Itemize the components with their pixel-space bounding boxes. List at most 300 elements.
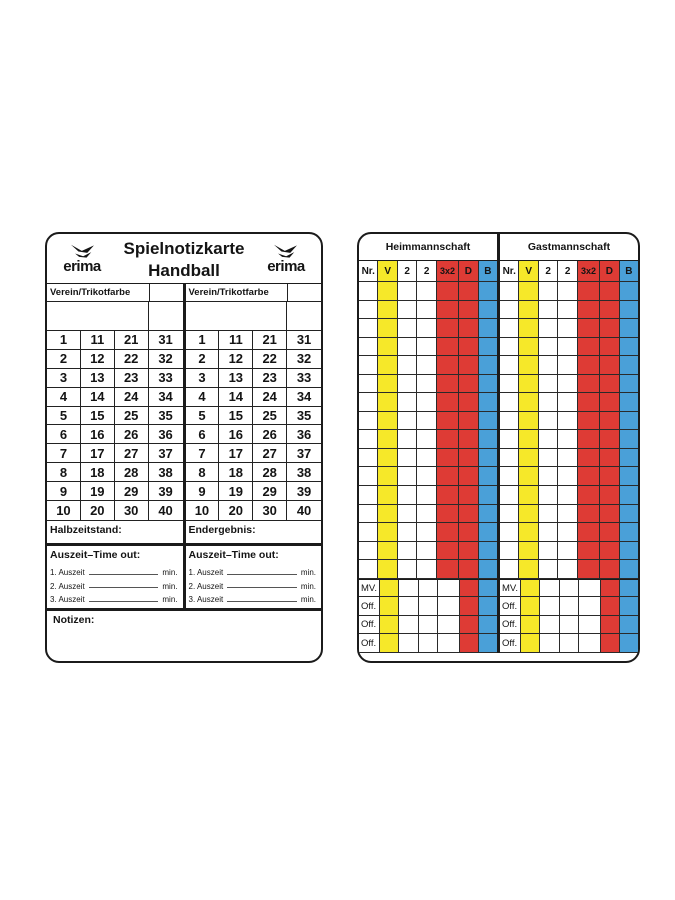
player-row-cell bbox=[539, 393, 558, 412]
player-number-cell: 29 bbox=[253, 482, 287, 501]
player-row-cell bbox=[378, 375, 397, 394]
player-row-cell bbox=[359, 523, 378, 542]
gastmannschaft-label: Gastmannschaft bbox=[497, 234, 638, 260]
player-row bbox=[500, 542, 638, 561]
player-number-cell: 30 bbox=[253, 501, 287, 520]
column-header-row-cell: B bbox=[479, 261, 497, 282]
player-row-cell bbox=[500, 412, 519, 431]
official-row-cell bbox=[460, 616, 479, 635]
player-number-cell: 31 bbox=[149, 331, 183, 350]
player-number-cell: 11 bbox=[81, 331, 115, 350]
player-number-cell: 18 bbox=[81, 463, 115, 482]
player-row-cell bbox=[558, 319, 577, 338]
player-row-cell bbox=[378, 356, 397, 375]
player-row-cell bbox=[519, 282, 538, 301]
auszeit-block bbox=[186, 546, 322, 608]
player-row-cell bbox=[578, 282, 600, 301]
player-row-cell bbox=[437, 467, 459, 486]
official-row-cell bbox=[540, 597, 559, 616]
auszeit-line-label: 2. Auszeit bbox=[50, 581, 85, 591]
player-row-cell bbox=[558, 375, 577, 394]
player-number-grid bbox=[47, 331, 183, 520]
player-row-cell bbox=[500, 560, 519, 579]
player-row-cell bbox=[620, 486, 638, 505]
player-row-cell bbox=[620, 338, 638, 357]
player-row-cell bbox=[378, 449, 397, 468]
player-row-cell bbox=[437, 319, 459, 338]
player-row-cell bbox=[600, 523, 619, 542]
player-row-cell bbox=[459, 560, 478, 579]
player-number-cell: 27 bbox=[253, 444, 287, 463]
player-row-cell bbox=[459, 505, 478, 524]
official-row-cell bbox=[560, 597, 579, 616]
player-number-cell: 25 bbox=[253, 407, 287, 426]
column-header-row-cell: B bbox=[620, 261, 638, 282]
player-row-cell bbox=[417, 505, 436, 524]
official-row-cell: Off. bbox=[359, 634, 380, 653]
player-row-cell bbox=[417, 338, 436, 357]
player-row-cell bbox=[578, 542, 600, 561]
player-row-cell bbox=[359, 449, 378, 468]
official-row-cell bbox=[399, 616, 418, 635]
player-row-cell bbox=[398, 467, 417, 486]
player-row-cell bbox=[378, 505, 397, 524]
official-row-cell bbox=[380, 597, 399, 616]
official-row-cell bbox=[438, 597, 460, 616]
mv-row-cell bbox=[601, 579, 620, 598]
mv-row-cell bbox=[540, 579, 559, 598]
auszeit-line-label: 1. Auszeit bbox=[188, 568, 224, 578]
verein-write-in-row bbox=[47, 302, 183, 331]
player-row bbox=[359, 356, 497, 375]
player-row-cell bbox=[558, 560, 577, 579]
player-number-cell: 30 bbox=[115, 501, 149, 520]
player-row-cell bbox=[500, 319, 519, 338]
player-row-cell bbox=[539, 430, 558, 449]
official-row-cell bbox=[560, 616, 579, 635]
player-row-cell bbox=[417, 412, 436, 431]
player-row-cell bbox=[500, 282, 519, 301]
official-row-cell bbox=[601, 634, 620, 653]
player-row-cell bbox=[600, 449, 619, 468]
player-row-cell bbox=[359, 542, 378, 561]
player-row-cell bbox=[459, 356, 478, 375]
player-row-cell bbox=[479, 449, 497, 468]
player-row-cell bbox=[519, 412, 538, 431]
official-row-cell bbox=[438, 616, 460, 635]
player-number-cell: 25 bbox=[115, 407, 149, 426]
auszeit-minutes-label: min. bbox=[300, 581, 316, 591]
player-row-cell bbox=[558, 467, 577, 486]
player-row-cell bbox=[437, 412, 459, 431]
player-row bbox=[500, 356, 638, 375]
player-row-cell bbox=[479, 282, 497, 301]
player-number-cell: 15 bbox=[81, 407, 115, 426]
player-row-cell bbox=[620, 375, 638, 394]
player-row-cell bbox=[578, 375, 600, 394]
erima-logo-right bbox=[259, 244, 313, 275]
player-number-cell: 5 bbox=[186, 407, 220, 426]
player-row-cell bbox=[539, 356, 558, 375]
player-row-cell bbox=[620, 505, 638, 524]
player-row-cell bbox=[500, 486, 519, 505]
player-row-cell bbox=[620, 449, 638, 468]
player-row-cell bbox=[359, 375, 378, 394]
player-row-cell bbox=[417, 356, 436, 375]
player-row-cell bbox=[539, 282, 558, 301]
player-row-cell bbox=[620, 412, 638, 431]
player-row-cell bbox=[378, 560, 397, 579]
card-title-line1: Spielnotizkarte bbox=[123, 239, 245, 259]
verein-write-in-cell bbox=[47, 302, 149, 330]
player-row-cell bbox=[620, 319, 638, 338]
player-number-cell: 34 bbox=[149, 388, 183, 407]
column-header-row-cell: 2 bbox=[539, 261, 558, 282]
player-row-cell bbox=[479, 412, 497, 431]
spielnotizkarte-card bbox=[45, 232, 323, 663]
player-number-cell: 9 bbox=[47, 482, 81, 501]
player-row-cell bbox=[558, 486, 577, 505]
official-row-cell bbox=[579, 597, 601, 616]
player-number-cell: 1 bbox=[47, 331, 81, 350]
left-card-guest-half bbox=[183, 284, 322, 608]
player-row-cell bbox=[519, 467, 538, 486]
player-row-cell bbox=[359, 356, 378, 375]
player-number-cell: 1 bbox=[186, 331, 220, 350]
player-row-cell bbox=[620, 467, 638, 486]
official-row-cell bbox=[560, 634, 579, 653]
player-row bbox=[500, 393, 638, 412]
player-row-cell bbox=[539, 467, 558, 486]
auszeit-line-label: 3. Auszeit bbox=[50, 595, 85, 605]
player-row bbox=[359, 542, 497, 561]
player-row-cell bbox=[558, 338, 577, 357]
player-row-cell bbox=[558, 523, 577, 542]
player-row-cell bbox=[359, 319, 378, 338]
auszeit-minutes-label: min. bbox=[300, 595, 316, 605]
spielprotokoll-card bbox=[357, 232, 640, 663]
player-row bbox=[359, 301, 497, 320]
player-row-cell bbox=[398, 505, 417, 524]
player-number-cell: 4 bbox=[47, 388, 81, 407]
player-number-cell: 21 bbox=[253, 331, 287, 350]
mv-row-cell bbox=[380, 579, 399, 598]
player-number-cell: 38 bbox=[149, 463, 183, 482]
player-row-cell bbox=[459, 523, 478, 542]
player-row-cell bbox=[519, 338, 538, 357]
mv-row-cell bbox=[460, 579, 479, 598]
official-row-cell bbox=[601, 597, 620, 616]
official-row-cell bbox=[620, 616, 638, 635]
player-row-cell bbox=[378, 486, 397, 505]
player-row-cell bbox=[539, 523, 558, 542]
column-header-row-cell: V bbox=[378, 261, 397, 282]
official-row-cell bbox=[380, 634, 399, 653]
player-number-cell: 37 bbox=[287, 444, 321, 463]
player-row-cell bbox=[600, 282, 619, 301]
verein-row bbox=[47, 284, 183, 302]
player-row bbox=[500, 560, 638, 579]
official-row-cell bbox=[419, 616, 438, 635]
erima-wordmark: erima bbox=[63, 258, 101, 276]
player-row-cell bbox=[359, 486, 378, 505]
player-number-cell: 3 bbox=[186, 369, 220, 388]
player-number-cell: 26 bbox=[115, 425, 149, 444]
player-row-cell bbox=[519, 449, 538, 468]
column-header-row-cell: Nr. bbox=[500, 261, 519, 282]
player-row bbox=[500, 412, 638, 431]
player-row-cell bbox=[459, 338, 478, 357]
player-row-cell bbox=[479, 319, 497, 338]
column-header-row-cell: 2 bbox=[417, 261, 436, 282]
verein-extra-cell bbox=[149, 302, 183, 330]
official-row-cell bbox=[419, 597, 438, 616]
player-row-cell bbox=[417, 542, 436, 561]
official-row-cell bbox=[540, 616, 559, 635]
player-row bbox=[500, 375, 638, 394]
mv-row-cell bbox=[399, 579, 418, 598]
player-number-cell: 11 bbox=[219, 331, 253, 350]
player-row-cell bbox=[578, 486, 600, 505]
auszeit-header: Auszeit–Time out: bbox=[50, 548, 141, 561]
verein-row bbox=[186, 284, 322, 302]
player-number-cell: 13 bbox=[219, 369, 253, 388]
official-row-cell bbox=[620, 597, 638, 616]
player-row-cell bbox=[600, 412, 619, 431]
player-number-cell: 29 bbox=[115, 482, 149, 501]
player-row-cell bbox=[558, 430, 577, 449]
player-row-cell bbox=[398, 356, 417, 375]
player-number-grid bbox=[186, 331, 322, 520]
official-row-cell bbox=[460, 634, 479, 653]
player-row-cell bbox=[578, 523, 600, 542]
player-number-cell: 16 bbox=[81, 425, 115, 444]
player-number-cell: 38 bbox=[287, 463, 321, 482]
official-row bbox=[500, 634, 638, 653]
player-row-cell bbox=[437, 393, 459, 412]
player-row-cell bbox=[519, 523, 538, 542]
erima-logo-left bbox=[55, 244, 109, 275]
official-row-cell: Off. bbox=[500, 616, 521, 635]
auszeit-minutes-label: min. bbox=[162, 581, 178, 591]
player-number-cell: 4 bbox=[186, 388, 220, 407]
player-row-cell bbox=[519, 560, 538, 579]
player-row-cell bbox=[600, 375, 619, 394]
player-row-cell bbox=[519, 430, 538, 449]
player-number-cell: 23 bbox=[115, 369, 149, 388]
player-row-cell bbox=[558, 282, 577, 301]
player-row-cell bbox=[578, 560, 600, 579]
player-row-cell bbox=[398, 282, 417, 301]
mv-row-cell bbox=[560, 579, 579, 598]
player-number-cell: 21 bbox=[115, 331, 149, 350]
player-row-cell bbox=[500, 375, 519, 394]
official-row bbox=[359, 597, 497, 616]
player-row-cell bbox=[398, 486, 417, 505]
player-row-cell bbox=[378, 430, 397, 449]
player-number-cell: 22 bbox=[115, 350, 149, 369]
player-row-cell bbox=[500, 449, 519, 468]
mv-row bbox=[500, 579, 638, 598]
player-row-cell bbox=[600, 356, 619, 375]
verein-trikotfarbe-label: Verein/Trikotfarbe bbox=[47, 284, 150, 301]
player-row-cell bbox=[578, 412, 600, 431]
card-title-line2: Handball bbox=[148, 260, 220, 280]
player-row-cell bbox=[459, 467, 478, 486]
player-number-cell: 28 bbox=[115, 463, 149, 482]
player-number-cell: 23 bbox=[253, 369, 287, 388]
player-row-cell bbox=[437, 356, 459, 375]
player-row-cell bbox=[519, 356, 538, 375]
player-row-cell bbox=[398, 542, 417, 561]
player-row-cell bbox=[359, 282, 378, 301]
player-row-cell bbox=[437, 449, 459, 468]
home-penalty-table bbox=[359, 261, 497, 653]
player-row-cell bbox=[539, 375, 558, 394]
column-header-row-cell: D bbox=[600, 261, 619, 282]
player-row-cell bbox=[620, 393, 638, 412]
official-row-cell bbox=[579, 616, 601, 635]
player-row-cell bbox=[398, 301, 417, 320]
player-row-cell bbox=[500, 301, 519, 320]
player-row-cell bbox=[600, 560, 619, 579]
player-row-cell bbox=[578, 430, 600, 449]
player-row-cell bbox=[479, 430, 497, 449]
official-row-cell bbox=[521, 597, 540, 616]
official-row bbox=[500, 616, 638, 635]
verein-extra-cell bbox=[287, 302, 321, 330]
player-row-cell bbox=[479, 393, 497, 412]
player-number-cell: 19 bbox=[219, 482, 253, 501]
player-row-cell bbox=[437, 542, 459, 561]
player-number-cell: 34 bbox=[287, 388, 321, 407]
official-row-cell: Off. bbox=[359, 597, 380, 616]
auszeit-minutes-label: min. bbox=[300, 568, 316, 578]
player-number-cell: 8 bbox=[186, 463, 220, 482]
player-row bbox=[500, 449, 638, 468]
player-row-cell bbox=[417, 486, 436, 505]
mv-row-cell bbox=[419, 579, 438, 598]
player-row-cell bbox=[500, 338, 519, 357]
player-row bbox=[359, 486, 497, 505]
player-number-cell: 6 bbox=[186, 425, 220, 444]
player-row-cell bbox=[417, 430, 436, 449]
player-row-cell bbox=[479, 523, 497, 542]
player-number-cell: 19 bbox=[81, 482, 115, 501]
player-row bbox=[359, 430, 497, 449]
mv-row-cell bbox=[479, 579, 497, 598]
player-number-cell: 40 bbox=[296, 502, 312, 518]
player-row-cell bbox=[398, 523, 417, 542]
auszeit-line bbox=[189, 564, 317, 578]
player-row-cell bbox=[378, 393, 397, 412]
player-number-cell: 2 bbox=[186, 350, 220, 369]
official-row-cell bbox=[479, 616, 497, 635]
player-row bbox=[500, 338, 638, 357]
player-row-cell bbox=[539, 338, 558, 357]
player-row-cell bbox=[479, 375, 497, 394]
official-row-cell bbox=[521, 634, 540, 653]
player-row-cell bbox=[539, 542, 558, 561]
player-row-cell bbox=[359, 338, 378, 357]
player-row-cell bbox=[539, 301, 558, 320]
column-header-row-cell: 2 bbox=[398, 261, 417, 282]
player-row-cell bbox=[519, 301, 538, 320]
player-row-cell bbox=[578, 356, 600, 375]
player-row-cell bbox=[417, 319, 436, 338]
left-card-home-half bbox=[47, 284, 183, 608]
player-row bbox=[359, 393, 497, 412]
player-row-cell bbox=[437, 560, 459, 579]
player-number-cell: 32 bbox=[149, 350, 183, 369]
official-row-cell bbox=[399, 597, 418, 616]
auszeit-block bbox=[47, 546, 183, 608]
player-row-cell bbox=[479, 505, 497, 524]
player-row-cell bbox=[578, 319, 600, 338]
player-row-cell bbox=[578, 449, 600, 468]
official-row-cell bbox=[601, 616, 620, 635]
mv-row-cell: MV. bbox=[359, 579, 380, 598]
player-row-cell bbox=[600, 505, 619, 524]
player-row-cell bbox=[378, 319, 397, 338]
player-row-cell bbox=[500, 430, 519, 449]
player-row-cell bbox=[620, 356, 638, 375]
player-row-cell bbox=[398, 319, 417, 338]
official-row-cell bbox=[419, 634, 438, 653]
player-number-cell: 5 bbox=[47, 407, 81, 426]
player-row-cell bbox=[359, 505, 378, 524]
auszeit-line bbox=[50, 577, 178, 591]
player-number-cell: 33 bbox=[287, 369, 321, 388]
auszeit-write-line bbox=[227, 601, 297, 602]
auszeit-line-label: 1. Auszeit bbox=[50, 568, 85, 578]
player-row-cell bbox=[479, 467, 497, 486]
player-row-cell bbox=[539, 560, 558, 579]
player-row-cell bbox=[359, 430, 378, 449]
player-row-cell bbox=[519, 319, 538, 338]
player-row-cell bbox=[600, 467, 619, 486]
column-header-row-cell: Nr. bbox=[359, 261, 378, 282]
player-row-cell bbox=[417, 301, 436, 320]
player-number-cell: 22 bbox=[253, 350, 287, 369]
player-row-cell bbox=[479, 560, 497, 579]
official-row-cell bbox=[479, 597, 497, 616]
erima-bird-icon bbox=[272, 244, 299, 259]
player-row-cell bbox=[417, 375, 436, 394]
player-number-cell: 36 bbox=[287, 425, 321, 444]
player-row bbox=[500, 282, 638, 301]
player-row-cell bbox=[459, 430, 478, 449]
player-row-cell bbox=[558, 505, 577, 524]
player-row-cell bbox=[398, 560, 417, 579]
erima-bird-icon bbox=[69, 244, 96, 259]
official-row bbox=[359, 616, 497, 635]
player-number-cell: 24 bbox=[253, 388, 287, 407]
player-number-cell: 13 bbox=[81, 369, 115, 388]
player-number-cell: 7 bbox=[186, 444, 220, 463]
player-row-cell bbox=[359, 393, 378, 412]
player-row-cell bbox=[539, 412, 558, 431]
official-row-cell bbox=[540, 634, 559, 653]
player-number-cell: 39 bbox=[287, 482, 321, 501]
player-row bbox=[359, 467, 497, 486]
player-row-cell bbox=[620, 430, 638, 449]
player-number-cell: 17 bbox=[219, 444, 253, 463]
player-row-cell bbox=[539, 486, 558, 505]
player-row bbox=[359, 523, 497, 542]
player-row bbox=[359, 449, 497, 468]
player-number-cell: 12 bbox=[219, 350, 253, 369]
